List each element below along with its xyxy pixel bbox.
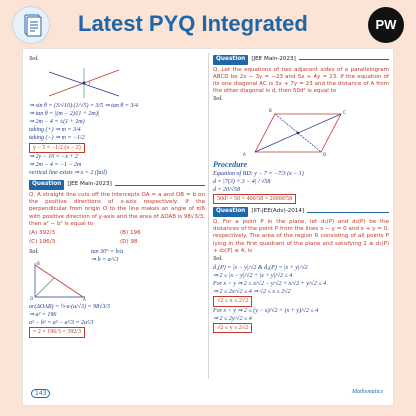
question-source: [IIT-JEE(Adv)-2014]	[251, 208, 305, 215]
pw-logo: PW	[368, 7, 404, 43]
question-tag: Question	[213, 207, 248, 217]
procedure-heading: Procedure	[213, 160, 248, 169]
question-source: [JEE Main-2023]	[251, 56, 296, 62]
question-header	[29, 180, 205, 190]
svg-text:B: B	[269, 108, 272, 113]
svg-text:A: A	[243, 152, 246, 157]
question-tag: Question	[29, 180, 64, 190]
solution-step: ⇒ tan θ = |(m − 2)/(1 + 2m)|	[29, 110, 100, 117]
page-number: 143	[31, 389, 50, 398]
svg-text:D: D	[323, 152, 327, 157]
svg-text:A: A	[83, 296, 86, 301]
solution-step: taking (−) ⇒ m = −1/2	[29, 135, 85, 142]
svg-text:B: B	[37, 260, 40, 266]
question-text: Q. For a point P in the plane, let d₁(P) and d₂(P) be the distances of the point P from the lines x − y = 0 and x + y = 0, respectively. The area of the region R consisting of all points P lying in the first quadrant of the plane and satisfying 2 ≤ d₁(P) + d₂(P) ≤ 4, is	[213, 219, 389, 254]
document-list-icon	[12, 6, 50, 44]
solution-steps	[213, 264, 389, 334]
solution-step: For x < y ⇒ 2 ≤ (y − x)/√2 + (x + y)/√2 ≤ 4	[213, 307, 319, 314]
solution-1-steps	[29, 102, 205, 178]
textbook-page	[22, 48, 394, 406]
solution-step: ⇒ 2 ≤ |x − y|/√2 + |x + y|/√2 ≤ 4	[213, 272, 293, 279]
question-text: Q. Let the equations of two adjacent sides of a parallelogram ABCD be 2x − 3y = −23 and 5x + 4y = 23. If the equation of its one diagonal AC is 3x + 7y = 23 and the distance of A from the other diagonal is d, then 50d² is equal to	[213, 66, 389, 95]
answer-options	[29, 230, 205, 246]
solution-label: Sol.	[29, 248, 39, 256]
solution-step: ⇒ 2 ≤ 2y/√2 ≤ 4	[213, 315, 252, 322]
procedure-step: d = 20/√58	[213, 187, 241, 193]
procedure-step: Equation of BD: y − 7 = −7/3 (x − 1)	[213, 170, 304, 177]
solution-label: Sol.	[213, 255, 223, 263]
question-text: Q. A straight line cuts off the intercepts OA = a and OB = b on the positive directions of x-axis respectively. If the perpendicular from origin O to the line makes an angle of π/6 with positive direction of y-axis and the area of ΔOAB is 98√3/3, then a² − b² is equal to	[29, 192, 206, 227]
solution-step: ⇒ 2y − 10 = −x + 2	[29, 153, 79, 160]
solution-step: a² − b² = a² − a²/3 = 2a²/3	[29, 320, 94, 327]
question-header	[213, 55, 389, 65]
right-column	[213, 55, 389, 333]
boxed-answer: = 2 × 196/3 = 392/3	[29, 327, 85, 337]
option-d: (D) 98	[120, 238, 138, 245]
solution-step: d₁(P) = |x − y|/√2 & d₂(P) = |x + y|/√2	[213, 264, 308, 271]
option-a: (A) 392/3	[29, 230, 56, 237]
procedure-step: d = |7(3) + 3 − 4| / √58	[213, 178, 271, 185]
solution-label: Sol.	[29, 55, 39, 62]
solution-step: ⇒ 2m − 4 = −1 − 2m	[29, 162, 82, 169]
subject-footer: Mathematics	[352, 389, 383, 395]
solution-step: taking (+) ⇒ m = 3/4	[29, 127, 81, 134]
boxed-answer: 50d² = 50 × 400/58 = 20000/58	[213, 194, 296, 204]
option-b: (B) 196	[120, 230, 141, 237]
svg-text:O: O	[30, 295, 34, 301]
left-column	[29, 55, 205, 338]
solution-step: tan 30° = b/a	[91, 249, 124, 256]
solution-step: ⇒ 2 ≤ 2x/√2 ≤ 4 ⇒ √2 ≤ x ≤ 2√2	[213, 289, 291, 296]
line-angle-figure	[29, 66, 179, 100]
question-rule	[299, 59, 389, 60]
procedure-steps	[213, 170, 389, 205]
solution-step: ar(ΔOAB) = ½·a·(a/√3) = 98√3/3	[29, 303, 111, 310]
solution-step: ⇒ a² = 196	[29, 312, 57, 319]
solution-2-block	[29, 248, 205, 303]
solution-2-steps	[91, 248, 205, 303]
option-c: (C) 196/3	[29, 238, 56, 245]
solution-step: vertical line exists ⇒ x = 2 (fail)	[29, 170, 107, 177]
svg-text:C: C	[343, 110, 346, 115]
solution-step: ⇒ b = a/√3	[91, 257, 119, 264]
boxed-answer: √2 ≤ y ≤ 2√2	[213, 323, 252, 333]
solution-step: For x > y ⇒ 2 ≤ x/√2 − y/√2 + x/√2 + y/√2 ≤ 4	[213, 281, 327, 288]
boxed-answer: y − 5 = −1/2 (x − 2)	[29, 143, 85, 153]
solution-2-steps-continued	[29, 303, 205, 338]
question-rule	[115, 185, 205, 186]
solution-step: ⇒ 2m − 4 = ±(1 + 2m)	[29, 119, 85, 125]
boxed-answer: √2 ≤ x ≤ 2√2	[213, 296, 252, 306]
triangle-figure	[29, 259, 89, 301]
question-tag: Question	[213, 55, 248, 65]
question-header	[213, 207, 389, 217]
solution-label: Sol.	[213, 95, 223, 103]
parallelogram-figure	[213, 106, 383, 158]
banner	[0, 0, 416, 48]
banner-title: Latest PYQ Integrated	[78, 11, 308, 36]
solution-step: ⇒ sin θ = (3/√10)·(1/√5) = 3/5 ⇒ tan θ = 3/4	[29, 102, 139, 109]
column-divider	[208, 53, 209, 379]
question-rule	[307, 212, 389, 213]
question-source: [JEE Main-2023]	[67, 181, 112, 188]
